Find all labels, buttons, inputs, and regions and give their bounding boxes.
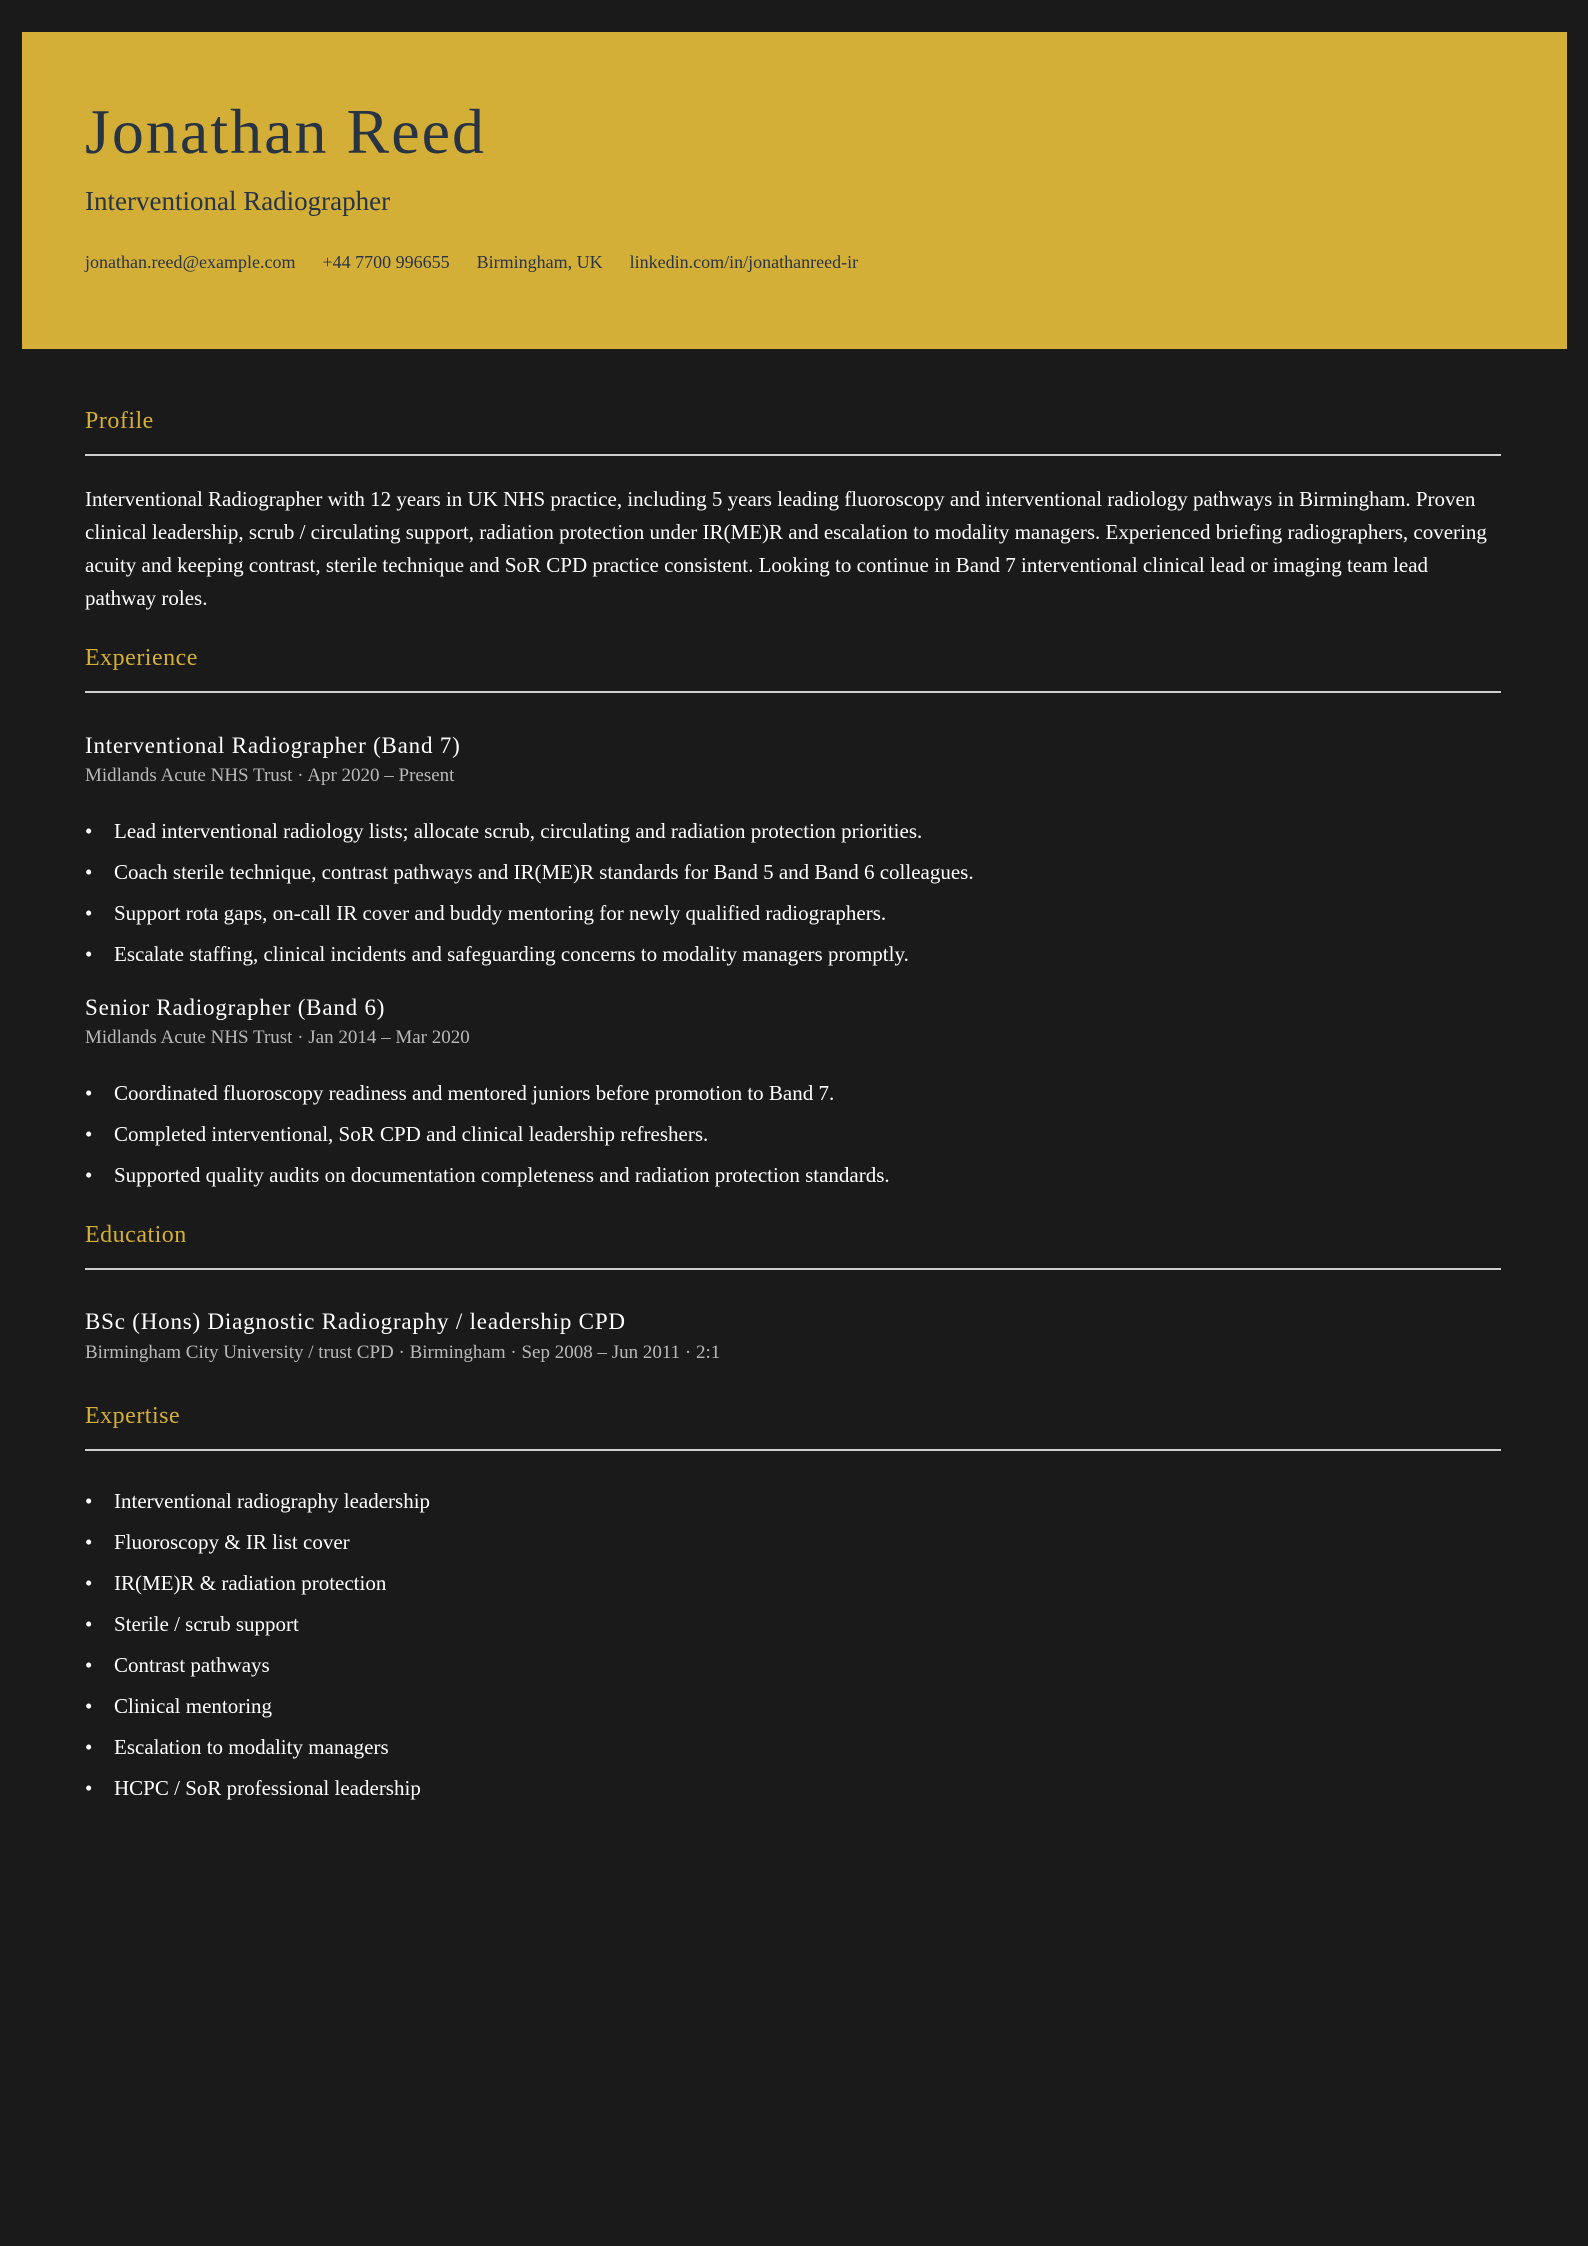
contact-email[interactable]: jonathan.reed@example.com (85, 252, 296, 272)
education-divider (85, 1268, 1501, 1270)
job-bullets (85, 1079, 890, 1202)
job-title: Senior Radiographer (Band 6) (85, 995, 386, 1020)
list-item: • HCPC / SoR professional leadership (85, 1774, 430, 1815)
experience-heading: Experience (85, 645, 198, 671)
job-meta: Midlands Acute NHS Trust · Apr 2020 – Present (85, 765, 455, 786)
list-item: • IR(ME)R & radiation protection (85, 1569, 430, 1610)
resume-header (22, 32, 1567, 349)
list-item: • Lead interventional radiology lists; allocate scrub, circulating and radiation protection priorities. (85, 817, 974, 858)
contact-phone[interactable]: +44 7700 996655 (322, 252, 450, 272)
contact-linkedin[interactable]: linkedin.com/in/jonathanreed-ir (629, 252, 859, 272)
candidate-title: Interventional Radiographer (85, 186, 391, 216)
list-item: • Clinical mentoring (85, 1692, 430, 1733)
education-heading: Education (85, 1222, 187, 1248)
list-item: • Supported quality audits on documentation completeness and radiation protection standards. (85, 1161, 890, 1202)
contact-location: Birmingham, UK (476, 252, 603, 272)
candidate-name: Jonathan Reed (85, 96, 486, 167)
list-item: • Interventional radiography leadership (85, 1487, 430, 1528)
list-item: • Fluoroscopy & IR list cover (85, 1528, 430, 1569)
expertise-heading: Expertise (85, 1403, 181, 1429)
list-item: • Escalate staffing, clinical incidents and safeguarding concerns to modality managers promptly. (85, 940, 974, 981)
profile-divider (85, 454, 1501, 456)
list-item: • Support rota gaps, on-call IR cover and buddy mentoring for newly qualified radiographers. (85, 899, 974, 940)
degree-meta: Birmingham City University / trust CPD · Birmingham · Sep 2008 – Jun 2011 · 2:1 (85, 1342, 721, 1363)
contact-list (85, 252, 858, 273)
expertise-list (85, 1487, 430, 1815)
degree-title: BSc (Hons) Diagnostic Radiography / leadership CPD (85, 1309, 626, 1334)
list-item: • Contrast pathways (85, 1651, 430, 1692)
list-item: • Sterile / scrub support (85, 1610, 430, 1651)
job-meta: Midlands Acute NHS Trust · Jan 2014 – Mar 2020 (85, 1027, 470, 1048)
list-item: • Escalation to modality managers (85, 1733, 430, 1774)
job-title: Interventional Radiographer (Band 7) (85, 733, 461, 758)
job-bullets (85, 817, 974, 981)
profile-heading: Profile (85, 408, 154, 434)
expertise-divider (85, 1449, 1501, 1451)
experience-divider (85, 691, 1501, 693)
list-item: • Completed interventional, SoR CPD and clinical leadership refreshers. (85, 1120, 890, 1161)
profile-summary: Interventional Radiographer with 12 years in UK NHS practice, including 5 years leading fluoroscopy and interventional radiology pathways in Birmingham. Proven clinical leadership, scrub / circulating support, radiation protection under IR(ME)R and escalation to modality managers. Experienced briefing radiographers, covering acuity and keeping contrast, sterile technique and SoR CPD practice consistent. Looking to continue in Band 7 interventional clinical lead or imaging team lead pathway roles. (85, 487, 1487, 610)
list-item: • Coach sterile technique, contrast pathways and IR(ME)R standards for Band 5 and Band 6 colleagues. (85, 858, 974, 899)
list-item: • Coordinated fluoroscopy readiness and mentored juniors before promotion to Band 7. (85, 1079, 890, 1120)
